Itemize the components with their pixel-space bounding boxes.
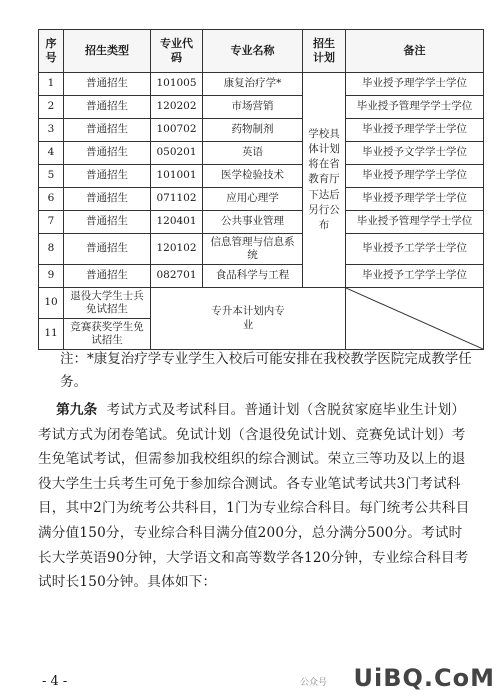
- table-row: [39, 211, 484, 234]
- row-type: 普通招生: [64, 142, 151, 165]
- row-type: 普通招生: [64, 119, 151, 142]
- row-type: 普通招生: [64, 188, 151, 211]
- row-code: 101005: [151, 73, 203, 96]
- header-no: 序号: [39, 30, 64, 73]
- row-code: 120202: [151, 96, 203, 119]
- table-row: [39, 96, 484, 119]
- row-no: 9: [39, 265, 64, 288]
- header-plan: 招生计划: [303, 30, 346, 73]
- row-no: 8: [39, 234, 64, 265]
- plan-cell: 学校具体计划将在省教育厅下达后另行公布: [303, 73, 346, 288]
- watermark-logo: UiBQ.CoM: [353, 664, 495, 692]
- table-row: [39, 165, 484, 188]
- table-header-row: [39, 30, 484, 73]
- row-type: 普通招生: [64, 234, 151, 265]
- row-type: 退役大学生士兵免试招生: [64, 288, 151, 319]
- row-no: 4: [39, 142, 64, 165]
- exempt-plan-cell: 专升本计划内专业: [151, 288, 346, 350]
- row-no: 3: [39, 119, 64, 142]
- header-type: 招生类型: [64, 30, 151, 73]
- row-note: 毕业授予理学学士学位: [346, 165, 484, 188]
- row-no: 10: [39, 288, 64, 319]
- table-row: [39, 265, 484, 288]
- article-title: 第九条: [56, 402, 98, 418]
- table-footnote: 注：*康复治疗学专业学生入校后可能安排在我校教学医院完成教学任务。: [60, 351, 472, 390]
- row-note: 毕业授予理学学士学位: [346, 73, 484, 96]
- row-name: 公共事业管理: [203, 211, 303, 234]
- row-no: 7: [39, 211, 64, 234]
- row-code: 120401: [151, 211, 203, 234]
- row-note: 毕业授予文学学士学位: [346, 142, 484, 165]
- table-row: [39, 142, 484, 165]
- row-type: 竞赛获奖学生免试招生: [64, 319, 151, 350]
- row-code: 071102: [151, 188, 203, 211]
- row-type: 普通招生: [64, 96, 151, 119]
- row-code: 101001: [151, 165, 203, 188]
- row-type: 普通招生: [64, 265, 151, 288]
- row-code: 050201: [151, 142, 203, 165]
- empty-note-cell: [346, 288, 484, 350]
- article-paragraph: [38, 398, 476, 595]
- article-body: 考试方式及考试科目。普通计划（含脱贫家庭毕业生计划）考试方式为闭卷笔试。免试计划（含退役免试计划、竞赛免试计划）考生免笔试考试，但需参加我校组织的综合测试。荣立三等功及以上的退役大学生士兵考生可免于参加综合测试。各专业笔试考试共3门考试科目，其中2门为统考公共科目，1门为专业综合科目。每门统考公共科目满分值150分，专业综合科目满分值200分，总分满分500分。考试时长大学英语90分钟，大学语文和高等数学各120分钟，专业综合科目考试时长150分钟。具体如下：: [38, 402, 470, 591]
- header-code: 专业代码: [151, 30, 203, 73]
- row-name: 康复治疗学*: [203, 73, 303, 96]
- enrollment-table: [38, 29, 484, 350]
- table-row: [39, 73, 484, 96]
- row-code: 100702: [151, 119, 203, 142]
- table-row: [39, 119, 484, 142]
- row-type: 普通招生: [64, 73, 151, 96]
- row-note: 毕业授予理学学士学位: [346, 119, 484, 142]
- table-row: [39, 288, 484, 319]
- row-name: 应用心理学: [203, 188, 303, 211]
- row-name: 信息管理与信息系统: [203, 234, 303, 265]
- row-type: 普通招生: [64, 211, 151, 234]
- row-note: 毕业授予工学学士学位: [346, 265, 484, 288]
- enrollment-table-container: [38, 29, 483, 350]
- header-name: 专业名称: [203, 30, 303, 73]
- table-row: [39, 188, 484, 211]
- table-row: [39, 234, 484, 265]
- row-no: 11: [39, 319, 64, 350]
- row-name: 医学检验技术: [203, 165, 303, 188]
- row-code: 082701: [151, 265, 203, 288]
- row-code: 120102: [151, 234, 203, 265]
- row-note: 毕业授予管理学学士学位: [346, 211, 484, 234]
- row-name: 英语: [203, 142, 303, 165]
- row-name: 药物制剂: [203, 119, 303, 142]
- watermark-prefix: 公众号: [300, 678, 328, 688]
- row-note: 毕业授予理学学士学位: [346, 188, 484, 211]
- row-name: 食品科学与工程: [203, 265, 303, 288]
- page-number: - 4 -: [42, 674, 68, 689]
- row-no: 2: [39, 96, 64, 119]
- row-name: 市场营销: [203, 96, 303, 119]
- row-no: 1: [39, 73, 64, 96]
- diagonal-line: [346, 288, 483, 349]
- row-note: 毕业授予管理学学士学位: [346, 96, 484, 119]
- row-type: 普通招生: [64, 165, 151, 188]
- row-note: 毕业授予工学学士学位: [346, 234, 484, 265]
- header-note: 备注: [346, 30, 484, 73]
- row-no: 6: [39, 188, 64, 211]
- row-no: 5: [39, 165, 64, 188]
